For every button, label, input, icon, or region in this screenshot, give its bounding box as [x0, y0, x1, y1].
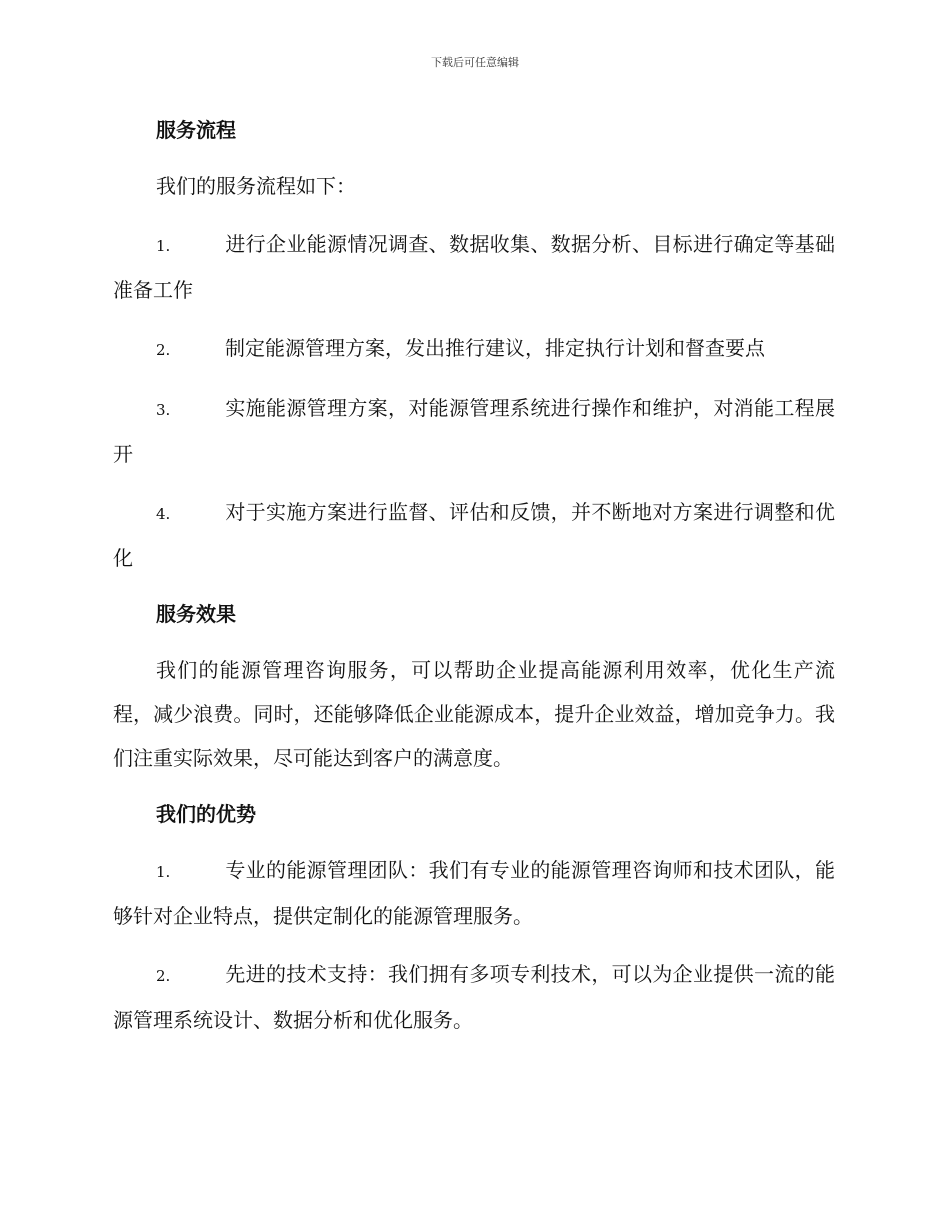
section-heading-service-effect: 服务效果	[156, 602, 236, 626]
list-item	[113, 490, 835, 580]
list-item-text: 专业的能源管理团队：我们有专业的能源管理咨询师和技术团队，能够针对企业特点，提供定制化的能源管理服务。	[113, 858, 835, 928]
list-item	[113, 848, 835, 938]
section-paragraph: 我们的能源管理咨询服务，可以帮助企业提高能源利用效率，优化生产流程，减少浪费。同时，还能够降低企业能源成本，提升企业效益，增加竞争力。我们注重实际效果，尽可能达到客户的满意度。	[113, 658, 835, 770]
list-item	[113, 222, 835, 312]
list-item	[113, 386, 835, 476]
list-item-text: 进行企业能源情况调查、数据收集、数据分析、目标进行确定等基础准备工作	[113, 232, 835, 302]
page-header: 下载后可任意编辑	[431, 56, 519, 69]
list-item-text: 制定能源管理方案，发出推行建议，排定执行计划和督查要点	[225, 336, 765, 360]
list-item-number: 4.	[156, 505, 171, 523]
section-heading-service-process: 服务流程	[156, 118, 236, 142]
document-body	[113, 110, 835, 1056]
list-item	[113, 326, 835, 372]
list-item-text: 对于实施方案进行监督、评估和反馈，并不断地对方案进行调整和优化	[113, 500, 835, 570]
list-item-number: 2.	[156, 341, 171, 359]
list-item-text: 实施能源管理方案，对能源管理系统进行操作和维护，对消能工程展开	[113, 396, 835, 466]
section-intro: 我们的服务流程如下：	[156, 174, 356, 198]
list-item-number: 1.	[156, 863, 171, 881]
list-item-number: 2.	[156, 967, 171, 985]
section-heading-advantages: 我们的优势	[156, 802, 256, 826]
list-item-number: 3.	[156, 401, 171, 419]
list-item-text: 先进的技术支持：我们拥有多项专利技术，可以为企业提供一流的能源管理系统设计、数据分析和优化服务。	[113, 962, 835, 1032]
list-item	[113, 952, 835, 1042]
list-item-number: 1.	[156, 237, 171, 255]
